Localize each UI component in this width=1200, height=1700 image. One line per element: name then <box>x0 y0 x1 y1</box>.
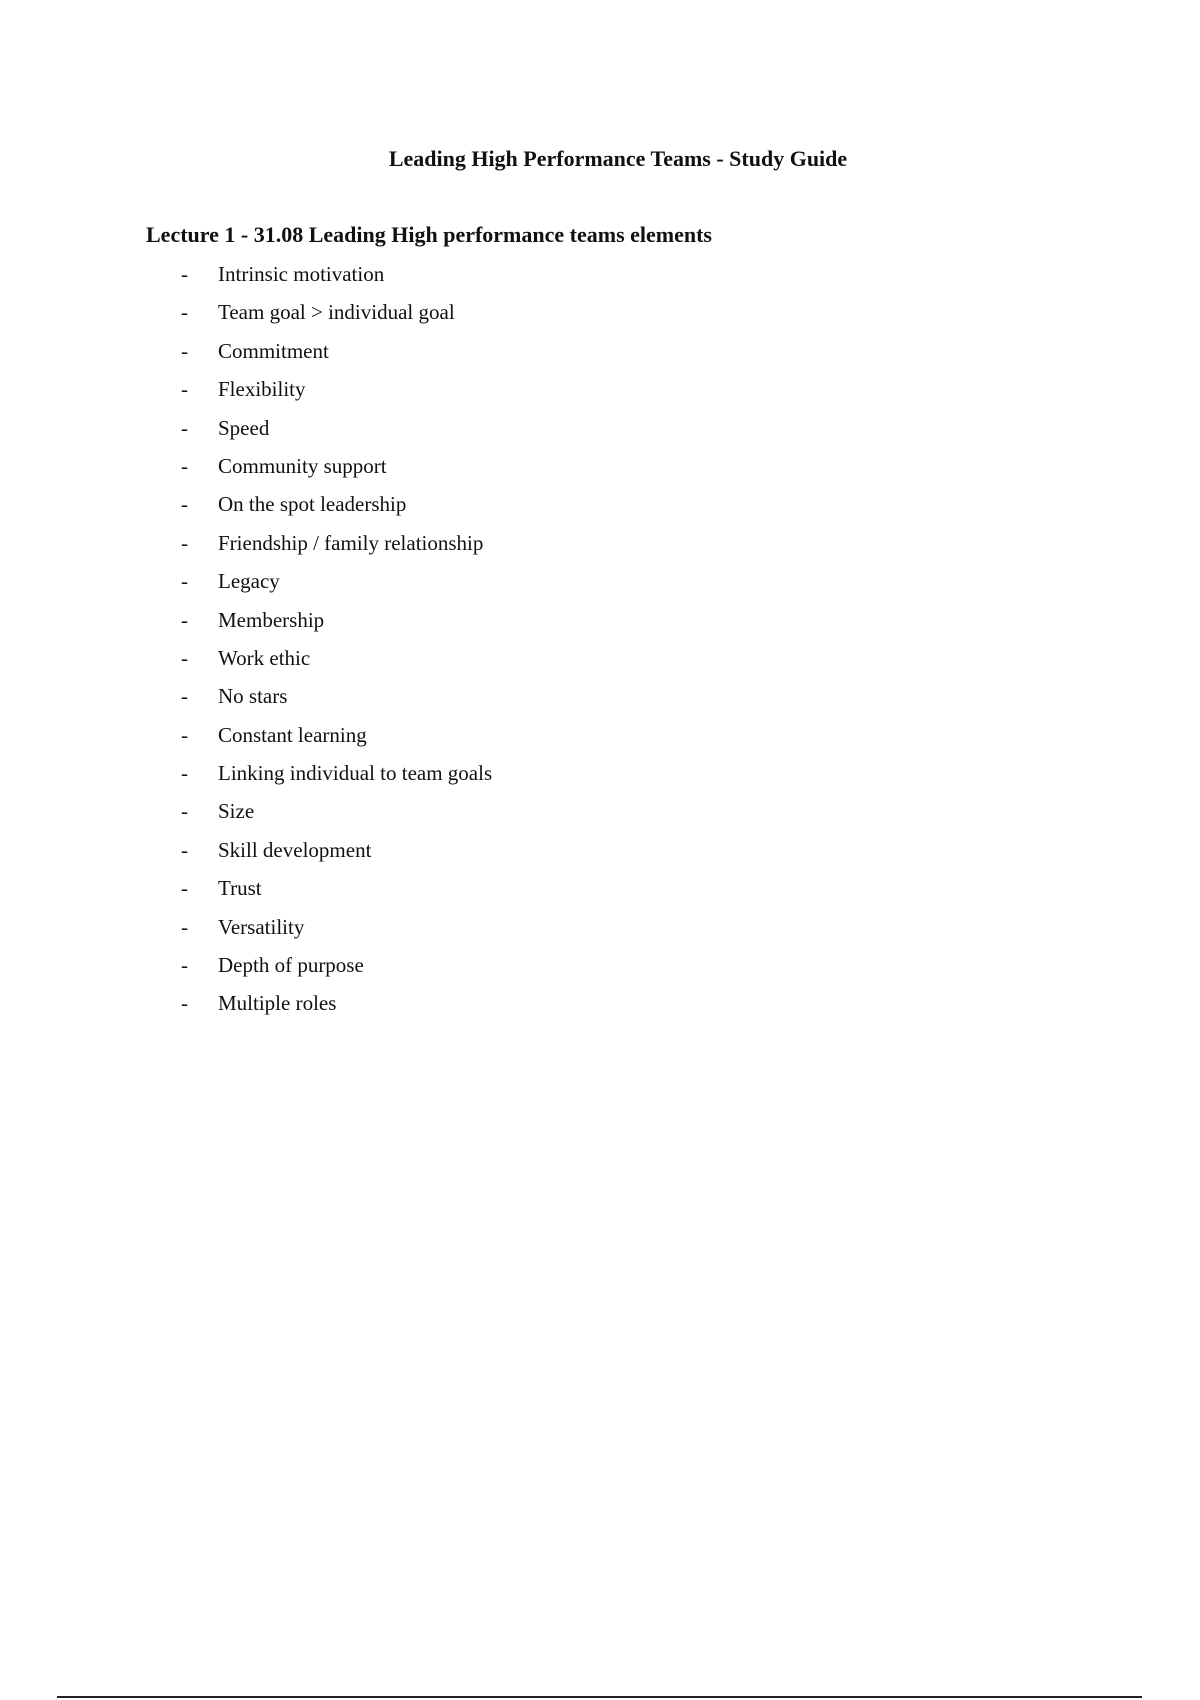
bullet-dash: - <box>181 300 188 325</box>
list-item-text: Membership <box>218 607 325 632</box>
bullet-dash: - <box>181 338 188 363</box>
bullet-dash: - <box>181 377 188 402</box>
list-item-text: Constant learning <box>218 722 367 747</box>
list-item-text: Intrinsic motivation <box>218 262 385 286</box>
bullet-dash: - <box>181 991 188 1016</box>
bullet-dash: - <box>181 569 188 594</box>
list-item-text: Size <box>218 799 255 824</box>
list-item-text: Skill development <box>218 837 372 862</box>
list-item-text: Legacy <box>218 569 280 594</box>
list-item-text: Commitment <box>218 338 329 363</box>
list-item-text: Versatility <box>218 914 305 939</box>
bullet-dash: - <box>181 530 188 555</box>
bullet-dash: - <box>181 492 188 517</box>
list-item-text: Multiple roles <box>218 991 337 1016</box>
list-item-text: Speed <box>218 415 270 440</box>
bullet-dash: - <box>181 761 188 786</box>
bullet-dash: - <box>181 453 188 478</box>
list-item-text: No stars <box>218 684 288 709</box>
list-item-text: Work ethic <box>218 645 311 670</box>
list-item-text: Flexibility <box>218 377 306 402</box>
bullet-dash: - <box>181 722 188 747</box>
list-item-text: Friendship / family relationship <box>218 530 484 555</box>
bullet-dash: - <box>181 876 188 901</box>
bullet-dash: - <box>181 262 188 286</box>
list-item-text: Team goal > individual goal <box>218 300 455 325</box>
list-item-text: On the spot leadership <box>218 492 407 517</box>
bullet-dash: - <box>181 607 188 632</box>
bullet-dash: - <box>181 415 188 440</box>
bullet-dash: - <box>181 953 188 978</box>
list-item-text: Depth of purpose <box>218 953 364 978</box>
page-title: Leading High Performance Teams - Study Guide <box>388 146 848 171</box>
bullet-dash: - <box>181 799 188 824</box>
list-item-text: Linking individual to team goals <box>218 761 493 786</box>
list-item-text: Trust <box>218 876 262 901</box>
section-heading: Lecture 1 - 31.08 Leading High performance teams elements <box>146 222 712 247</box>
footer-rule <box>57 1696 1142 1698</box>
bullet-dash: - <box>181 684 188 709</box>
bullet-dash: - <box>181 837 188 862</box>
bullet-dash: - <box>181 645 188 670</box>
list-item-text: Community support <box>218 453 387 478</box>
bullet-dash: - <box>181 914 188 939</box>
